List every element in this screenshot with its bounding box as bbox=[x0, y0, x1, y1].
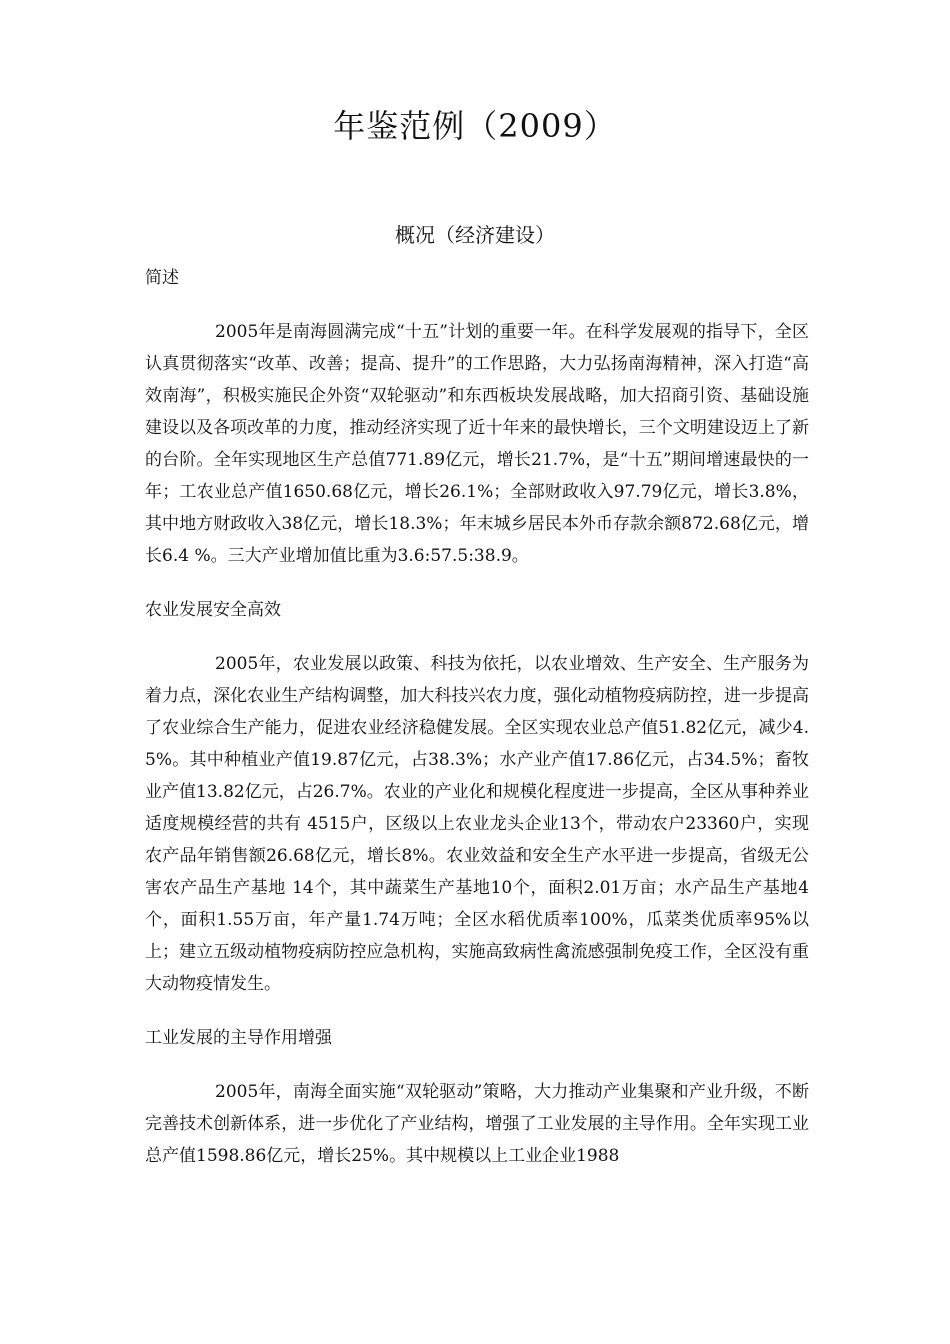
document-body bbox=[145, 262, 809, 1172]
paragraph-overview: 2005年是南海圆满完成“十五”计划的重要一年。在科学发展观的指导下，全区认真贯彻落实“改革、改善；提高、提升”的工作思路，大力弘扬南海精神，深入打造“高效南海”，积极实施民企外资“双轮驱动”和东西板块发展战略，加大招商引资、基础设施建设以及各项改革的力度，推动经济实现了近十年来的最快增长，三个文明建设迈上了新的台阶。全年实现地区生产总值771.89亿元，增长21.7%，是“十五”期间增速最快的一年；工农业总产值1650.68亿元，增长26.1%；全部财政收入97.79亿元，增长3.8%，其中地方财政收入38亿元，增长18.3%；年末城乡居民本外币存款余额872.68亿元，增长6.4 %。三大产业增加值比重为3.6:57.5:38.9。 bbox=[145, 322, 809, 566]
sub-heading-overview: 简述 bbox=[145, 268, 179, 288]
paragraph-industry: 2005年，南海全面实施“双轮驱动”策略，大力推动产业集聚和产业升级，不断完善技术创新体系，进一步优化了产业结构，增强了工业发展的主导作用。全年实现工业总产值1598.86亿元，增长25%。其中规模以上工业企业1988 bbox=[145, 1082, 809, 1166]
document-title: 年鉴范例（2009） bbox=[333, 107, 617, 145]
paragraph-agriculture: 2005年，农业发展以政策、科技为依托，以农业增效、生产安全、生产服务为着力点，深化农业生产结构调整，加大科技兴农力度，强化动植物疫病防控，进一步提高了农业综合生产能力，促进农业经济稳健发展。全区实现农业总产值51.82亿元，减少4.5%。其中种植业产值19.87亿元，占38.3%；水产业产值17.86亿元，占34.5%；畜牧业产值13.82亿元，占26.7%。农业的产业化和规模化程度进一步提高，全区从事种养业适度规模经营的共有 4515户，区级以上农业龙头企业13个，带动农户23360户，实现农产品年销售额26.68亿元，增长8%。农业效益和安全生产水平进一步提高，省级无公害农产品生产基地 14个，其中蔬菜生产基地10个，面积2.01万亩；水产品生产基地4个，面积1.55万亩，年产量1.74万吨；全区水稻优质率100%，瓜菜类优质率95%以上；建立五级动植物疫病防控应急机构，实施高致病性禽流感强制免疫工作，全区没有重大动物疫情发生。 bbox=[145, 654, 809, 994]
section-title: 概况（经济建设） bbox=[395, 223, 555, 247]
sub-heading-agriculture: 农业发展安全高效 bbox=[145, 600, 281, 620]
sub-heading-industry: 工业发展的主导作用增强 bbox=[145, 1028, 332, 1048]
